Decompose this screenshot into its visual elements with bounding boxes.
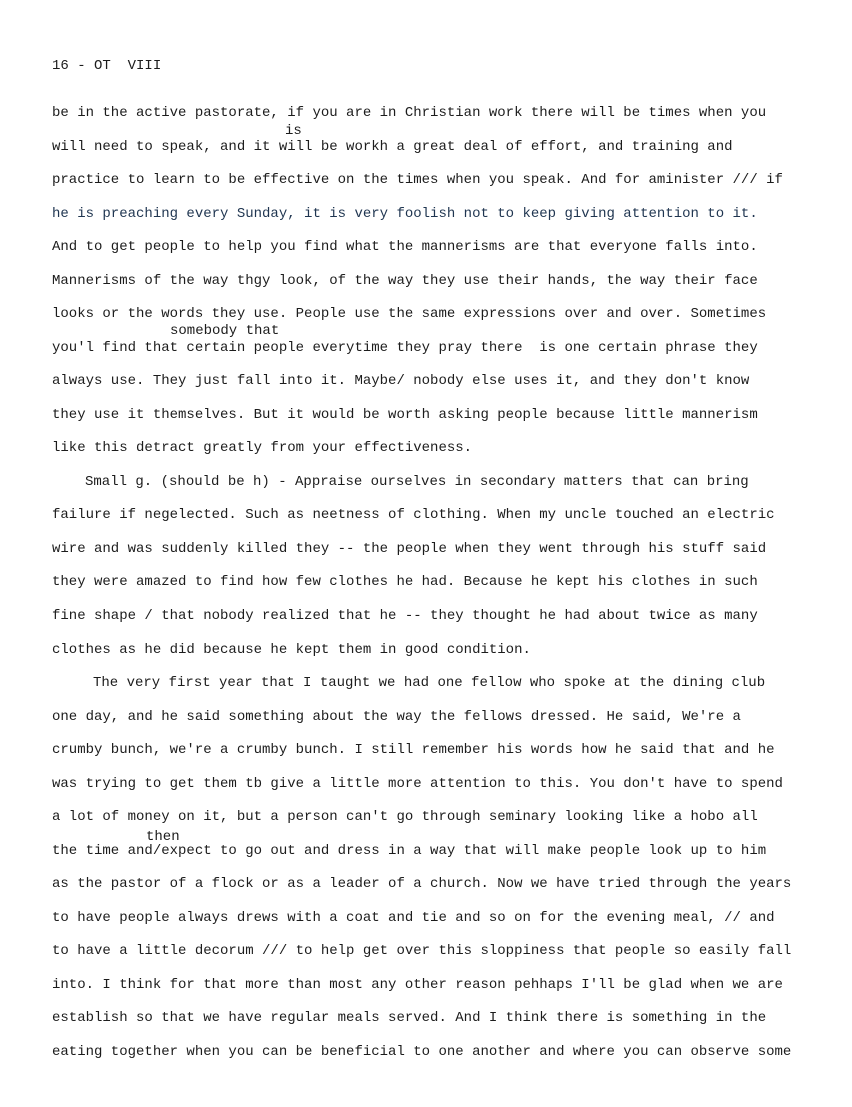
text-line: was trying to get them tb give a little more attention to this. You don't have to spend [52, 775, 783, 792]
page-header: 16 - OT VIII [52, 58, 162, 74]
text-line: to have a little decorum /// to help get over this sloppiness that people so easily fall [52, 943, 792, 960]
text-line: you'l find that certain people everytime they pray there is one certain phrase they [52, 339, 758, 356]
text-line: And to get people to help you find what the mannerisms are that everyone falls into. [52, 239, 758, 256]
text-line: The very first year that I taught we had one fellow who spoke at the dining club [93, 675, 766, 692]
text-line: into. I think for that more than most any other reason pehhaps I'll be glad when we are [52, 976, 783, 993]
paragraph-3 [52, 667, 832, 1069]
text-line: to have people always drews with a coat and tie and so on for the evening meal, // and [52, 909, 775, 926]
text-line: a lot of money on it, but a person can't go through seminary looking like a hobo all [52, 809, 758, 826]
text-line: one day, and he said something about the way the fellows dressed. He said, We're a [52, 708, 741, 725]
paragraph-2 [52, 466, 832, 667]
text-line: fine shape / that nobody realized that he -- they thought he had about twice as many [52, 607, 758, 624]
text-line: they use it themselves. But it would be worth asking people because little mannerism [52, 406, 758, 423]
text-line: Small g. (should be h) - Appraise ourselves in secondary matters that can bring [85, 473, 749, 490]
interlinear-insertion-somebody-that: somebody that [170, 323, 280, 339]
text-line: they were amazed to find how few clothes he had. Because he kept his clothes in such [52, 574, 758, 591]
interlinear-insertion-is: is [285, 123, 302, 139]
text-line: like this detract greatly from your effectiveness. [52, 440, 473, 457]
text-line: be in the active pastorate, if you are in Christian work there will be times when you [52, 105, 767, 121]
text-line: clothes as he did because he kept them in good condition. [52, 641, 531, 658]
text-line: as the pastor of a flock or as a leader of a church. Now we have tried through the years [52, 876, 792, 893]
text-line: practice to learn to be effective on the times when you speak. And for aminister /// if [52, 172, 783, 189]
text-line: will need to speak, and it will be workh a great deal of effort, and training and [52, 138, 733, 155]
text-line: failure if negelected. Such as neetness of clothing. When my uncle touched an electric [52, 507, 775, 524]
text-line: Mannerisms of the way thgy look, of the way they use their hands, the way their face [52, 272, 758, 289]
text-line: always use. They just fall into it. Maybe/ nobody else uses it, and they don't know [52, 373, 750, 390]
text-line: establish so that we have regular meals served. And I think there is something in the [52, 1010, 767, 1027]
text-line: looks or the words they use. People use the same expressions over and over. Sometimes [52, 306, 767, 323]
text-line: crumby bunch, we're a crumby bunch. I still remember his words how he said that and he [52, 742, 775, 759]
text-line: he is preaching every Sunday, it is very foolish not to keep giving attention to it. [52, 205, 758, 222]
text-line: eating together when you can be beneficial to one another and where you can observe some [52, 1043, 792, 1060]
document-body [52, 97, 832, 1069]
text-line: wire and was suddenly killed they -- the people when they went through his stuff said [52, 540, 767, 557]
text-line: the time and/expect to go out and dress in a way that will make people look up to him [52, 842, 767, 859]
paragraph-1 [52, 97, 832, 466]
interlinear-insertion-then: then [146, 829, 180, 845]
